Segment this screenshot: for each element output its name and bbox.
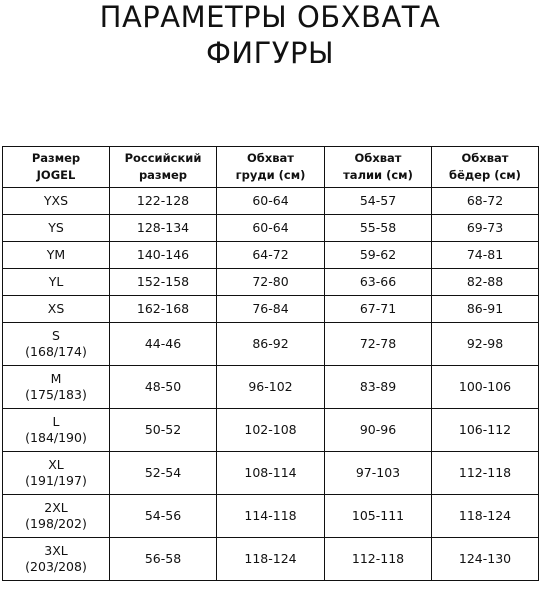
- cell-hips: 92-98: [432, 323, 539, 366]
- header-text: груди (см): [235, 168, 306, 182]
- cell-jogel-size: [3, 215, 110, 242]
- cell-jogel-size: [3, 452, 110, 495]
- cell-russian-size: 140-146: [110, 242, 217, 269]
- cell-chest: 102-108: [217, 409, 325, 452]
- cell-chest: 76-84: [217, 296, 325, 323]
- cell-russian-size: 44-46: [110, 323, 217, 366]
- header-jogel-size: [3, 147, 110, 188]
- cell-waist: 72-78: [325, 323, 432, 366]
- cell-waist: 97-103: [325, 452, 432, 495]
- cell-jogel-size: [3, 188, 110, 215]
- cell-waist: 112-118: [325, 538, 432, 581]
- table-row: [3, 409, 539, 452]
- header-text: Размер: [31, 151, 81, 165]
- cell-hips: 106-112: [432, 409, 539, 452]
- table-row: [3, 366, 539, 409]
- cell-waist: 90-96: [325, 409, 432, 452]
- cell-waist: 54-57: [325, 188, 432, 215]
- cell-chest: 86-92: [217, 323, 325, 366]
- page-title-line-2: ФИГУРЫ: [205, 36, 335, 70]
- table-row: [3, 296, 539, 323]
- table-row: [3, 452, 539, 495]
- table-row: [3, 538, 539, 581]
- cell-chest: 60-64: [217, 188, 325, 215]
- table-header-row: [3, 147, 539, 188]
- cell-chest: 118-124: [217, 538, 325, 581]
- cell-chest: 114-118: [217, 495, 325, 538]
- cell-russian-size: 48-50: [110, 366, 217, 409]
- cell-text: (203/208): [25, 559, 87, 574]
- cell-chest: 108-114: [217, 452, 325, 495]
- header-text: JOGEL: [36, 168, 76, 182]
- cell-waist: 83-89: [325, 366, 432, 409]
- header-text: Обхват: [461, 151, 509, 165]
- header-text: Российский: [124, 151, 202, 165]
- header-russian-size: [110, 147, 217, 188]
- header-text: Обхват: [247, 151, 294, 165]
- table-row: [3, 242, 539, 269]
- header-waist: [325, 147, 432, 188]
- cell-text: (191/197): [25, 473, 87, 488]
- cell-hips: 86-91: [432, 296, 539, 323]
- header-hips: [432, 147, 539, 188]
- cell-chest: 64-72: [217, 242, 325, 269]
- cell-russian-size: 52-54: [110, 452, 217, 495]
- cell-chest: 72-80: [217, 269, 325, 296]
- page-title-line-1: ПАРАМЕТРЫ ОБХВАТА: [99, 0, 441, 34]
- table-row: [3, 495, 539, 538]
- cell-text: XL: [48, 457, 64, 472]
- cell-jogel-size: [3, 323, 110, 366]
- cell-jogel-size: [3, 242, 110, 269]
- cell-text: YS: [48, 220, 64, 235]
- cell-text: M: [50, 371, 62, 386]
- cell-hips: 69-73: [432, 215, 539, 242]
- cell-hips: 124-130: [432, 538, 539, 581]
- cell-hips: 100-106: [432, 366, 539, 409]
- cell-hips: 68-72: [432, 188, 539, 215]
- cell-text: (184/190): [25, 430, 87, 445]
- cell-waist: 105-111: [325, 495, 432, 538]
- cell-text: XS: [47, 301, 65, 316]
- cell-waist: 55-58: [325, 215, 432, 242]
- cell-text: 3XL: [44, 543, 68, 558]
- header-chest: [217, 147, 325, 188]
- table-row: [3, 215, 539, 242]
- cell-russian-size: 152-158: [110, 269, 217, 296]
- cell-text: YM: [46, 247, 66, 262]
- cell-hips: 118-124: [432, 495, 539, 538]
- cell-waist: 67-71: [325, 296, 432, 323]
- cell-russian-size: 54-56: [110, 495, 217, 538]
- header-text: Обхват: [354, 151, 402, 165]
- table-row: [3, 188, 539, 215]
- cell-text: 2XL: [44, 500, 68, 515]
- cell-text: (198/202): [25, 516, 87, 531]
- cell-text: S: [52, 328, 60, 343]
- cell-text: L: [52, 414, 60, 429]
- header-text: бёдер (см): [449, 168, 521, 182]
- header-text: талии (см): [343, 168, 413, 182]
- cell-russian-size: 128-134: [110, 215, 217, 242]
- cell-russian-size: 50-52: [110, 409, 217, 452]
- cell-text: (175/183): [25, 387, 87, 402]
- cell-jogel-size: [3, 538, 110, 581]
- cell-text: (168/174): [25, 344, 87, 359]
- cell-russian-size: 162-168: [110, 296, 217, 323]
- cell-waist: 59-62: [325, 242, 432, 269]
- cell-russian-size: 56-58: [110, 538, 217, 581]
- cell-hips: 112-118: [432, 452, 539, 495]
- table-row: [3, 323, 539, 366]
- cell-jogel-size: [3, 366, 110, 409]
- cell-russian-size: 122-128: [110, 188, 217, 215]
- size-chart-table: [2, 146, 539, 581]
- table-body: [3, 188, 539, 581]
- cell-jogel-size: [3, 269, 110, 296]
- cell-hips: 82-88: [432, 269, 539, 296]
- cell-jogel-size: [3, 495, 110, 538]
- cell-jogel-size: [3, 296, 110, 323]
- cell-chest: 96-102: [217, 366, 325, 409]
- cell-text: YL: [48, 274, 64, 289]
- cell-chest: 60-64: [217, 215, 325, 242]
- table-row: [3, 269, 539, 296]
- cell-text: YXS: [43, 193, 69, 208]
- cell-hips: 74-81: [432, 242, 539, 269]
- cell-jogel-size: [3, 409, 110, 452]
- header-text: размер: [138, 168, 188, 182]
- cell-waist: 63-66: [325, 269, 432, 296]
